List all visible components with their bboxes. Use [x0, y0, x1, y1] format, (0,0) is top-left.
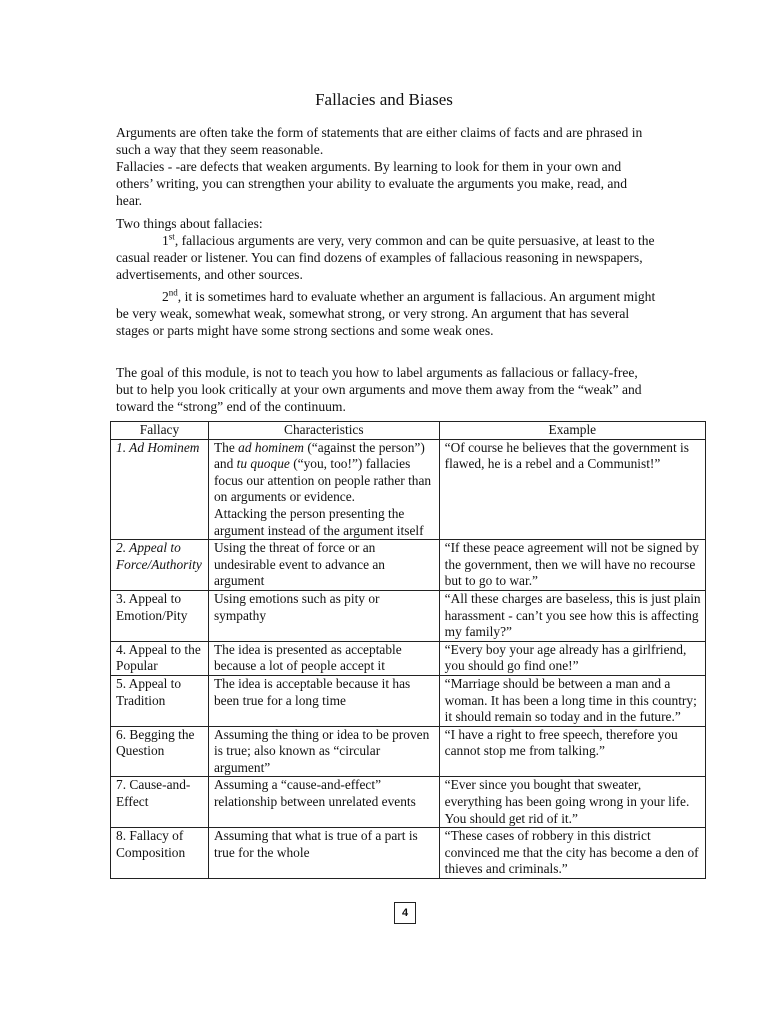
fallacy-cell: 7. Cause-and-Effect: [111, 777, 209, 828]
char-term: ad hominem: [238, 439, 304, 455]
characteristics-cell: Using the threat of force or an undesirable event to advance an argument: [208, 540, 439, 591]
example-cell: “Every boy your age already has a girlfriend, you should go find one!”: [439, 641, 705, 675]
two-things-heading: Two things about fallacies:: [116, 216, 263, 231]
table-header-row: [111, 422, 706, 440]
example-cell: “Marriage should be between a man and a woman. It has been a long time in this country; it should remain so today and in the future.”: [439, 675, 705, 726]
table-row: [111, 777, 706, 828]
goal-paragraph: The goal of this module, is not to teach you how to label arguments as fallacious or fallacy-free, but to help you look critically at your own arguments and move them away from the “weak” and toward the “strong” end of the continuum.: [116, 365, 642, 414]
second-point-block: [116, 288, 656, 339]
first-point-text: , fallacious arguments are very, very common and can be quite persuasive, at least to the casual reader or listener. You can find dozens of examples of fallacious reasoning in newspapers, advertisements, and other sources.: [116, 233, 655, 282]
second-point: [116, 288, 656, 339]
char-text: The: [213, 439, 239, 455]
table-row: [111, 540, 706, 591]
char-text: (“against the person”) and: [213, 439, 425, 472]
char-text: Attacking the person presenting the argument instead of the argument itself: [213, 505, 424, 538]
page-number: 4: [394, 902, 416, 924]
characteristics-cell: Assuming the thing or idea to be proven is true; also known as “circular argument”: [208, 726, 439, 777]
fallacy-cell: 2. Appeal to Force/Authority: [111, 540, 209, 591]
example-cell: “Ever since you bought that sweater, everything has been going wrong in your life. You should get rid of it.”: [439, 777, 705, 828]
fallacies-table: [110, 421, 706, 879]
table-row: [111, 590, 706, 641]
fallacy-cell: 3. Appeal to Emotion/Pity: [111, 590, 209, 641]
two-things-block: [116, 215, 656, 283]
table-row: [111, 726, 706, 777]
char-term: tu quoque: [236, 456, 290, 472]
fallacy-cell: 6. Begging the Question: [111, 726, 209, 777]
page-title: Fallacies and Biases: [315, 90, 453, 109]
characteristics-cell: [208, 439, 439, 540]
second-point-sup: nd: [168, 287, 178, 298]
characteristics-cell: The idea is presented as acceptable because a lot of people accept it: [208, 641, 439, 675]
example-cell: “Of course he believes that the government is flawed, he is a rebel and a Communist!”: [439, 439, 705, 540]
first-point-sup: st: [168, 231, 175, 242]
char-text: (“you, too!”) fallacies focus our attention on people rather than on arguments or evidence.: [213, 456, 432, 505]
table-row: [111, 675, 706, 726]
characteristics-cell: The idea is acceptable because it has been true for a long time: [208, 675, 439, 726]
second-point-text: , it is sometimes hard to evaluate whether an argument is fallacious. An argument might be very weak, somewhat weak, somewhat strong, or very strong. An argument that has several stages or parts might have some strong sections and some weak ones.: [116, 289, 656, 338]
second-point-number: 2: [162, 289, 169, 304]
table-row: [111, 439, 706, 540]
fallacy-cell: 1. Ad Hominem: [111, 439, 209, 540]
fallacies-definition: Fallacies - -are defects that weaken arguments. By learning to look for them in your own and others’ writing, you can strengthen your ability to evaluate the arguments you make, read, and hear.: [116, 159, 627, 208]
first-point-number: 1: [162, 233, 169, 248]
intro-block: [116, 124, 656, 209]
example-cell: “If these peace agreement will not be signed by the government, then we will have no recourse but to go to war.”: [439, 540, 705, 591]
fallacy-cell: 4. Appeal to the Popular: [111, 641, 209, 675]
first-point: [116, 232, 656, 283]
header-example: Example: [439, 422, 705, 440]
example-cell: “I have a right to free speech, therefore you cannot stop me from talking.”: [439, 726, 705, 777]
header-characteristics: Characteristics: [208, 422, 439, 440]
example-cell: “All these charges are baseless, this is just plain harassment - can’t you see how this is affecting my family?”: [439, 590, 705, 641]
fallacy-cell: 5. Appeal to Tradition: [111, 675, 209, 726]
characteristics-cell: Assuming a “cause-and-effect” relationship between unrelated events: [208, 777, 439, 828]
header-fallacy: Fallacy: [111, 422, 209, 440]
intro-paragraph: Arguments are often take the form of statements that are either claims of facts and are phrased in such a way that they seem reasonable.: [116, 125, 643, 157]
characteristics-cell: Using emotions such as pity or sympathy: [208, 590, 439, 641]
fallacy-cell: 8. Fallacy of Composition: [111, 828, 209, 879]
table-row: [111, 641, 706, 675]
characteristics-cell: Assuming that what is true of a part is true for the whole: [208, 828, 439, 879]
example-cell: “These cases of robbery in this district convinced me that the city has become a den of thieves and criminals.”: [439, 828, 705, 879]
table-row: [111, 828, 706, 879]
goal-block: [116, 364, 656, 415]
